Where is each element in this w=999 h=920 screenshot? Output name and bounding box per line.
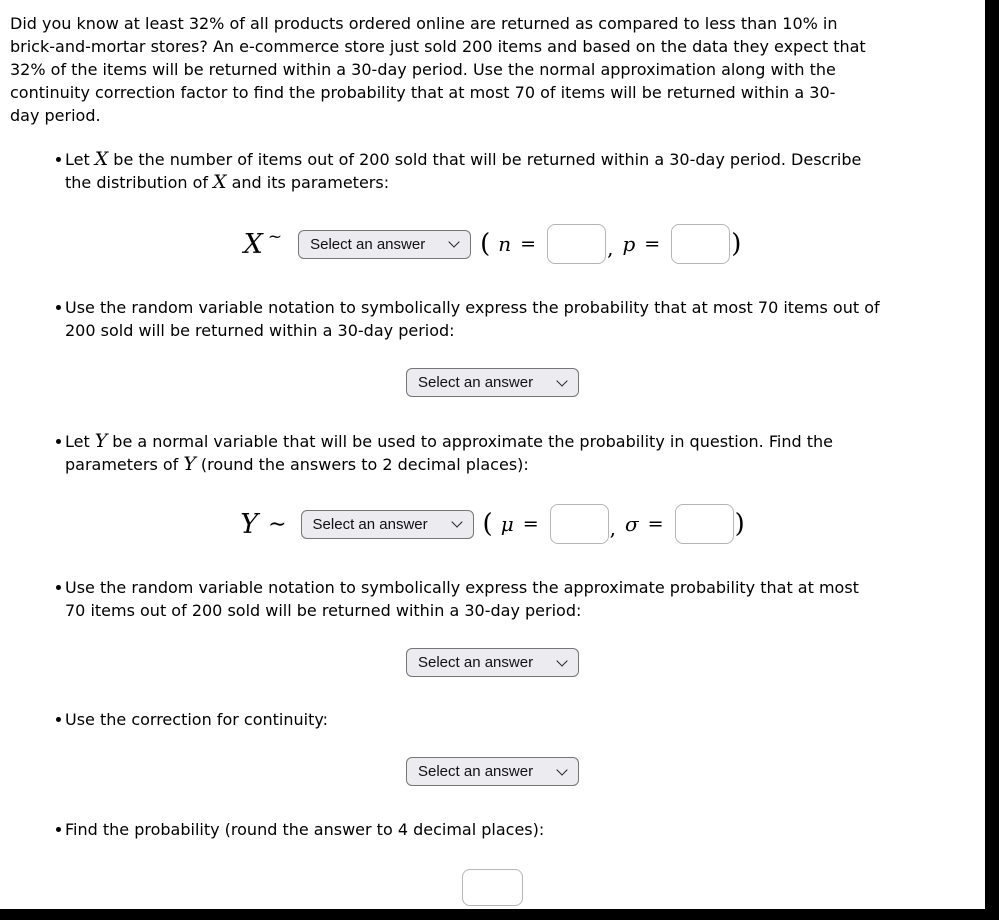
math-var-y-inline: Y xyxy=(94,430,108,452)
bullet-express-approx-probability: Use the random variable notation to symbolically express the approximate probability that at most 70 items out of 200 sold will be returned within a 30-day period: xyxy=(10,576,975,622)
equals-sign: = xyxy=(520,232,537,255)
problem-container xyxy=(10,12,975,906)
screenshot-right-border xyxy=(985,0,999,920)
select-label: Select an answer xyxy=(418,654,534,671)
tilde-operator: ∼ xyxy=(268,511,287,537)
math-var-x-inline: X xyxy=(213,171,227,193)
intro-line: Did you know at least 32% of all products ordered online are returned as compared to less than 10% in xyxy=(10,14,838,33)
bullet-define-x: Let X be the number of items out of 200 sold that will be returned within a 30-day period. Describe the distribution of X and its parameters: xyxy=(10,148,975,194)
math-var-p: p xyxy=(622,231,636,256)
comma: , xyxy=(607,235,614,260)
mu-input[interactable] xyxy=(550,504,609,544)
bullet-find-probability: Find the probability (round the answer to 4 decimal places): xyxy=(10,818,975,841)
intro-line: 32% of the items will be returned within a 30-day period. Use the normal approximation along with the xyxy=(10,60,836,79)
close-paren: ) xyxy=(734,509,745,539)
y-distribution-row xyxy=(10,503,975,545)
intro-line: day period. xyxy=(10,106,101,125)
p-input[interactable] xyxy=(671,224,730,264)
equals-sign: = xyxy=(647,512,664,535)
select-label: Select an answer xyxy=(418,763,534,780)
bullet-express-probability: Use the random variable notation to symbolically express the probability that at most 70 items out of 200 sold will be returned within a 30-day period: xyxy=(10,296,975,342)
select-label: Select an answer xyxy=(310,235,426,253)
intro-line: brick-and-mortar stores? An e-commerce store just sold 200 items and based on the data they expect that xyxy=(10,37,866,56)
bullet-define-y: Let Y be a normal variable that will be used to approximate the probability in question. Find the parameters of Y (round the answers to 2 decimal places): xyxy=(10,430,975,476)
math-var-x-inline: X xyxy=(94,148,109,170)
n-input[interactable] xyxy=(547,224,606,264)
select-label: Select an answer xyxy=(312,515,428,533)
continuity-correction-select[interactable] xyxy=(406,757,579,786)
math-var-sigma: σ xyxy=(624,511,639,536)
chevron-down-icon xyxy=(556,655,567,666)
math-var-n: n xyxy=(498,231,512,256)
probability-input[interactable] xyxy=(462,869,523,906)
approx-notation-select[interactable] xyxy=(406,648,579,677)
continuity-correction-row xyxy=(10,757,975,786)
open-paren: ( xyxy=(482,509,493,539)
equals-sign: = xyxy=(644,232,661,255)
tilde-operator: ~ xyxy=(267,226,283,247)
sigma-input[interactable] xyxy=(675,504,734,544)
bullet-continuity-correction: Use the correction for continuity: xyxy=(10,708,975,731)
problem-intro xyxy=(10,12,975,127)
chevron-down-icon xyxy=(556,764,567,775)
chevron-down-icon xyxy=(448,236,459,247)
chevron-down-icon xyxy=(451,516,462,527)
approx-notation-row xyxy=(10,648,975,677)
close-paren: ) xyxy=(731,229,742,259)
probability-notation-row xyxy=(10,368,975,397)
screenshot-bottom-border xyxy=(0,909,999,920)
math-var-mu: μ xyxy=(500,511,514,536)
probability-notation-select[interactable] xyxy=(406,368,579,397)
open-paren: ( xyxy=(480,229,491,259)
y-distribution-select[interactable] xyxy=(301,510,474,539)
comma: , xyxy=(609,515,616,540)
x-distribution-row xyxy=(10,223,975,265)
x-distribution-select[interactable] xyxy=(298,230,471,259)
intro-line: continuity correction factor to find the probability that at most 70 of items will be returned within a 30- xyxy=(10,83,836,102)
chevron-down-icon xyxy=(556,375,567,386)
equals-sign: = xyxy=(522,512,539,535)
math-var-y-inline: Y xyxy=(183,453,196,475)
math-var-x: X xyxy=(243,228,263,260)
final-probability-row xyxy=(10,868,975,906)
select-label: Select an answer xyxy=(418,374,534,391)
math-var-y: Y xyxy=(240,508,259,540)
